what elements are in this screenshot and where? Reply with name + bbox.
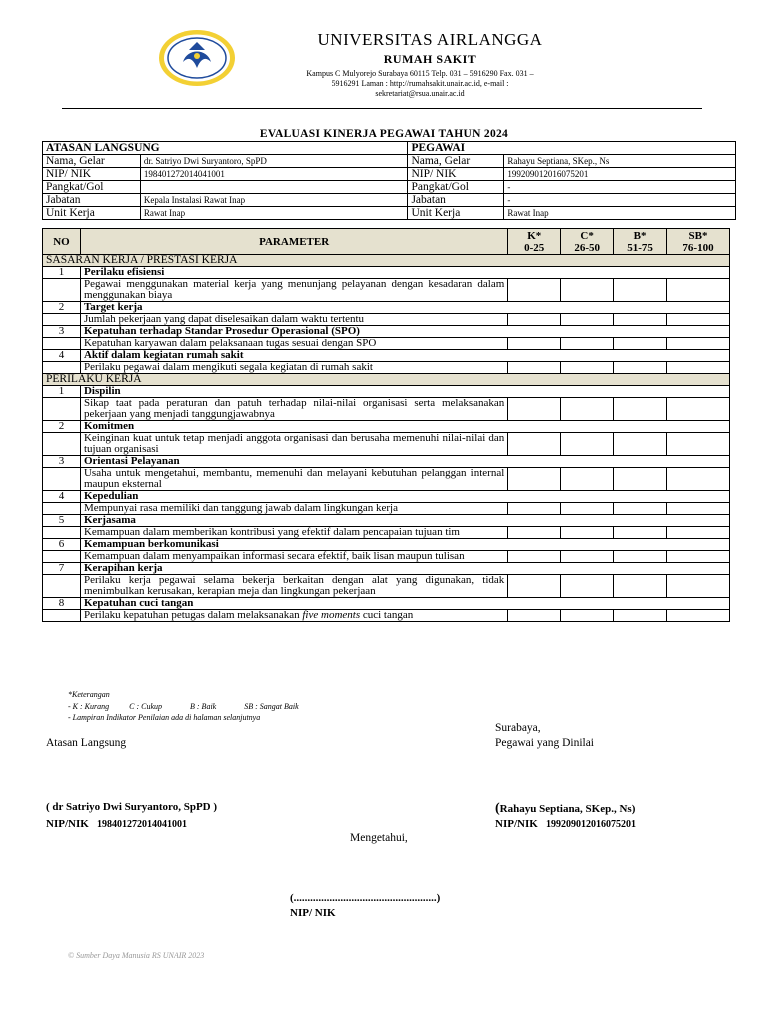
parameter-number: 4: [43, 491, 81, 503]
address-line: Kampus C Mulyorejo Surabaya 60115 Telp. 031 – 5916290 Fax. 031 –: [306, 69, 534, 78]
row-spacer: [43, 314, 81, 326]
score-cell-sb[interactable]: [667, 362, 730, 374]
col-label: SB*: [688, 229, 708, 242]
hospital-address: [270, 69, 570, 99]
parameter-number: 8: [43, 598, 81, 610]
acknowledger-name-blank: (....................................................): [290, 892, 441, 904]
university-logo: [157, 28, 237, 88]
parameter-description: Keinginan kuat untuk tetap menjadi anggota organisasi dan berusaha memenuhi nilai-nilai dan tujuan organisasi: [80, 433, 507, 456]
row-spacer: [43, 338, 81, 350]
score-cell-b[interactable]: [614, 551, 667, 563]
parameter-number: 2: [43, 421, 81, 433]
supervisor-nip-line: [46, 818, 187, 830]
col-label: K*: [527, 229, 542, 242]
score-cell-sb[interactable]: [667, 575, 730, 598]
employee-unit: Rawat Inap: [504, 207, 736, 220]
parameter-desc-row: [43, 527, 730, 539]
parameter-description: Pegawai menggunakan material kerja yang menunjang pelayanan dengan kesadaran dalam menggunakan biaya: [80, 279, 507, 302]
parameter-number: 7: [43, 563, 81, 575]
document-title: EVALUASI KINERJA PEGAWAI TAHUN 2024: [259, 128, 509, 140]
supervisor-role: Atasan Langsung: [46, 737, 127, 749]
score-cell-c[interactable]: [561, 279, 614, 302]
col-range: 0-25: [524, 241, 545, 254]
parameter-description: Kemampuan dalam menyampaikan informasi secara efektif, baik lisan maupun tulisan: [80, 551, 507, 563]
acknowledger-nip: NIP/ NIK: [290, 907, 336, 919]
row-spacer: [43, 575, 81, 598]
row-spacer: [43, 551, 81, 563]
field-label: Jabatan: [408, 194, 504, 207]
section-work-behavior: PERILAKU KERJA: [43, 374, 730, 386]
parameter-title-row: [43, 326, 730, 338]
employee-rank: -: [504, 181, 736, 194]
parameter-title: Kepatuhan terhadap Standar Prosedur Operasional (SPO): [80, 326, 729, 338]
parameter-description: Jumlah pekerjaan yang dapat diselesaikan dalam waktu tertentu: [80, 314, 507, 326]
work-behavior-rows: [43, 386, 730, 622]
parameter-number: 6: [43, 539, 81, 551]
score-cell-b[interactable]: [614, 362, 667, 374]
score-cell-c[interactable]: [561, 314, 614, 326]
description-part: cuci tangan: [360, 609, 414, 621]
score-cell-k[interactable]: [508, 314, 561, 326]
hospital-name: RUMAH SAKIT: [383, 52, 477, 66]
parameter-title-row: [43, 302, 730, 314]
parameter-title: Target kerja: [80, 302, 729, 314]
parameter-number: 4: [43, 350, 81, 362]
parameter-number: 5: [43, 515, 81, 527]
parameter-title: Aktif dalam kegiatan rumah sakit: [80, 350, 729, 362]
parameter-number: 3: [43, 326, 81, 338]
nip-label: NIP/NIK: [495, 818, 538, 830]
parameter-title: Dispilin: [80, 386, 729, 398]
score-cell-b[interactable]: [614, 433, 667, 456]
score-cell-c[interactable]: [561, 468, 614, 491]
supervisor-signature-name: ( dr Satriyo Dwi Suryantoro, SpPD ): [46, 801, 218, 813]
parameter-title-row: [43, 456, 730, 468]
parameter-description: Mempunyai rasa memiliki dan tanggung jawab dalam lingkungan kerja: [80, 503, 507, 515]
field-label: NIP/ NIK: [43, 168, 141, 181]
table-row: [43, 155, 736, 168]
supervisor-unit: Rawat Inap: [140, 207, 408, 220]
parameter-description: Kemampuan dalam memberikan kontribusi yang efektif dalam pencapaian tujuan tim: [80, 527, 507, 539]
score-cell-k[interactable]: [508, 279, 561, 302]
score-cell-c[interactable]: [561, 503, 614, 515]
notes-legend: - K : Kurang C : Cukup B : Baik SB : Sangat Baik: [68, 702, 299, 711]
parameter-title: Kerjasama: [80, 515, 729, 527]
row-spacer: [43, 433, 81, 456]
score-cell-c[interactable]: [561, 362, 614, 374]
parameter-title: Kepedulian: [80, 491, 729, 503]
university-name: UNIVERSITAS AIRLANGGA: [317, 30, 543, 49]
score-cell-k[interactable]: [508, 575, 561, 598]
col-range: 26-50: [574, 241, 600, 254]
score-cell-sb[interactable]: [667, 314, 730, 326]
supervisor-name: dr. Satriyo Dwi Suryantoro, SpPD: [140, 155, 408, 168]
work-targets-rows: [43, 267, 730, 374]
field-label: NIP/ NIK: [408, 168, 504, 181]
parameter-title: Perilaku efisiensi: [80, 267, 729, 279]
employee-position: -: [504, 194, 736, 207]
supervisor-header: ATASAN LANGSUNG: [43, 142, 408, 155]
field-label: Nama, Gelar: [43, 155, 141, 168]
table-row: [43, 194, 736, 207]
score-cell-b[interactable]: [614, 527, 667, 539]
parameter-description: Usaha untuk mengetahui, membantu, memenuhi dan melayani kebutuhan pelanggan internal maupun eksternal: [80, 468, 507, 491]
score-cell-sb[interactable]: [667, 527, 730, 539]
score-cell-b[interactable]: [614, 279, 667, 302]
parameter-number: 2: [43, 302, 81, 314]
parameter-description: Perilaku kerja pegawai selama bekerja berkaitan dengan alat yang digunakan, tidak menimbulkan kerusakan, kerapian meja dan lingkungan pekerjaan: [80, 575, 507, 598]
score-cell-k[interactable]: [508, 338, 561, 350]
col-sb-header: [667, 229, 730, 255]
notes-title: *Keterangan: [68, 690, 110, 699]
parameter-desc-row: [43, 575, 730, 598]
score-cell-k[interactable]: [508, 362, 561, 374]
parameter-desc-row: [43, 398, 730, 421]
supervisor-nip: 198401272014041001: [140, 168, 408, 181]
header-divider: [62, 108, 702, 109]
employee-nip-value: 199209012016075201: [546, 819, 637, 830]
score-cell-b[interactable]: [614, 575, 667, 598]
parameter-title-row: [43, 515, 730, 527]
table-row: [43, 168, 736, 181]
employee-header: PEGAWAI: [408, 142, 736, 155]
supervisor-position: Kepala Instalasi Rawat Inap: [140, 194, 408, 207]
col-parameter-header: PARAMETER: [80, 229, 507, 255]
paren: (: [495, 801, 500, 816]
score-cell-sb[interactable]: [667, 279, 730, 302]
parameter-title-row: [43, 267, 730, 279]
row-spacer: [43, 527, 81, 539]
supervisor-rank: [140, 181, 408, 194]
parameter-title-row: [43, 563, 730, 575]
parameter-description: [80, 610, 507, 622]
col-label: C*: [580, 229, 594, 242]
row-spacer: [43, 610, 81, 622]
parameter-desc-row: [43, 468, 730, 491]
col-label: B*: [633, 229, 647, 242]
col-range: 76-100: [682, 241, 714, 254]
employee-name: Rahayu Septiana, SKep., Ns: [504, 155, 736, 168]
parameter-desc-row: [43, 314, 730, 326]
col-c-header: [561, 229, 614, 255]
col-no-header: NO: [43, 229, 81, 255]
description-part: five moments: [302, 609, 361, 621]
employee-nip: 199209012016075201: [504, 168, 736, 181]
row-spacer: [43, 362, 81, 374]
parameter-title: Orientasi Pelayanan: [80, 456, 729, 468]
parameter-desc-row: [43, 338, 730, 350]
parameter-description: Sikap taat pada peraturan dan patuh terhadap nilai-nilai organisasi serta melaksanakan pekerjaan yang menjadi tanggungjawabnya: [80, 398, 507, 421]
score-cell-k[interactable]: [508, 610, 561, 622]
row-spacer: [43, 468, 81, 491]
score-cell-sb[interactable]: [667, 503, 730, 515]
parameter-title-row: [43, 598, 730, 610]
address-line: 5916291 Laman : http://rumahsakit.unair.ac.id, e-mail :: [331, 79, 509, 88]
col-b-header: [614, 229, 667, 255]
score-cell-c[interactable]: [561, 527, 614, 539]
score-cell-b[interactable]: [614, 398, 667, 421]
score-cell-sb[interactable]: [667, 398, 730, 421]
score-cell-k[interactable]: [508, 551, 561, 563]
section-work-targets: SASARAN KERJA / PRESTASI KERJA: [43, 255, 730, 267]
parameter-title-row: [43, 491, 730, 503]
table-row: [43, 181, 736, 194]
score-cell-c[interactable]: [561, 338, 614, 350]
score-cell-k[interactable]: [508, 433, 561, 456]
description-part: Perilaku kepatuhan petugas dalam melaksanakan: [83, 609, 303, 621]
score-cell-c[interactable]: [561, 551, 614, 563]
identity-table: [42, 141, 736, 220]
field-label: Pangkat/Gol: [408, 181, 504, 194]
col-k-header: [508, 229, 561, 255]
parameter-title-row: [43, 386, 730, 398]
parameter-number: 1: [43, 386, 81, 398]
field-label: Pangkat/Gol: [43, 181, 141, 194]
score-cell-c[interactable]: [561, 610, 614, 622]
parameter-title-row: [43, 539, 730, 551]
parameter-desc-row: [43, 433, 730, 456]
parameter-desc-row: [43, 610, 730, 622]
score-cell-k[interactable]: [508, 503, 561, 515]
score-cell-sb[interactable]: [667, 610, 730, 622]
table-row: [43, 207, 736, 220]
parameter-desc-row: [43, 503, 730, 515]
notes-attachment: - Lampiran Indikator Penilaian ada di halaman selanjutnya: [68, 713, 261, 722]
score-cell-c[interactable]: [561, 398, 614, 421]
score-cell-b[interactable]: [614, 503, 667, 515]
score-cell-c[interactable]: [561, 433, 614, 456]
score-cell-b[interactable]: [614, 468, 667, 491]
row-spacer: [43, 503, 81, 515]
address-line: sekretariat@rsua.unair.ac.id: [375, 89, 465, 98]
field-label: Unit Kerja: [43, 207, 141, 220]
score-cell-b[interactable]: [614, 610, 667, 622]
score-cell-sb[interactable]: [667, 551, 730, 563]
row-spacer: [43, 398, 81, 421]
score-cell-k[interactable]: [508, 468, 561, 491]
parameter-title: Kemampuan berkomunikasi: [80, 539, 729, 551]
field-label: Jabatan: [43, 194, 141, 207]
parameter-description: Perilaku pegawai dalam mengikuti segala kegiatan di rumah sakit: [80, 362, 507, 374]
row-spacer: [43, 279, 81, 302]
parameter-title: Kerapihan kerja: [80, 563, 729, 575]
employee-signature-text: Rahayu Septiana, SKep., Ns): [499, 803, 636, 815]
evaluation-table: [42, 228, 730, 622]
parameter-desc-row: [43, 551, 730, 563]
field-label: Unit Kerja: [408, 207, 504, 220]
parameter-title-row: [43, 350, 730, 362]
parameter-title-row: [43, 421, 730, 433]
col-range: 51-75: [627, 241, 653, 254]
score-cell-b[interactable]: [614, 338, 667, 350]
score-cell-k[interactable]: [508, 527, 561, 539]
parameter-title: Kepatuhan cuci tangan: [80, 598, 729, 610]
employee-signature-name: [495, 801, 635, 817]
nip-label: NIP/NIK: [46, 818, 89, 830]
score-cell-sb[interactable]: [667, 433, 730, 456]
acknowledged-label: Mengetahui,: [350, 832, 408, 844]
parameter-desc-row: [43, 362, 730, 374]
parameter-description: Kepatuhan karyawan dalam pelaksanaan tugas sesuai dengan SPO: [80, 338, 507, 350]
score-cell-sb[interactable]: [667, 468, 730, 491]
employee-role: Pegawai yang Dinilai: [495, 737, 595, 749]
score-cell-c[interactable]: [561, 575, 614, 598]
signature-place: Surabaya,: [495, 722, 541, 734]
employee-nip-line: [495, 818, 636, 830]
score-cell-b[interactable]: [614, 314, 667, 326]
supervisor-nip-value: 198401272014041001: [97, 819, 188, 830]
score-cell-k[interactable]: [508, 398, 561, 421]
parameter-desc-row: [43, 279, 730, 302]
field-label: Nama, Gelar: [408, 155, 504, 168]
footer-copyright: © Sumber Daya Manusia RS UNAIR 2023: [68, 951, 205, 960]
parameter-title: Komitmen: [80, 421, 729, 433]
parameter-number: 1: [43, 267, 81, 279]
score-cell-sb[interactable]: [667, 338, 730, 350]
parameter-number: 3: [43, 456, 81, 468]
